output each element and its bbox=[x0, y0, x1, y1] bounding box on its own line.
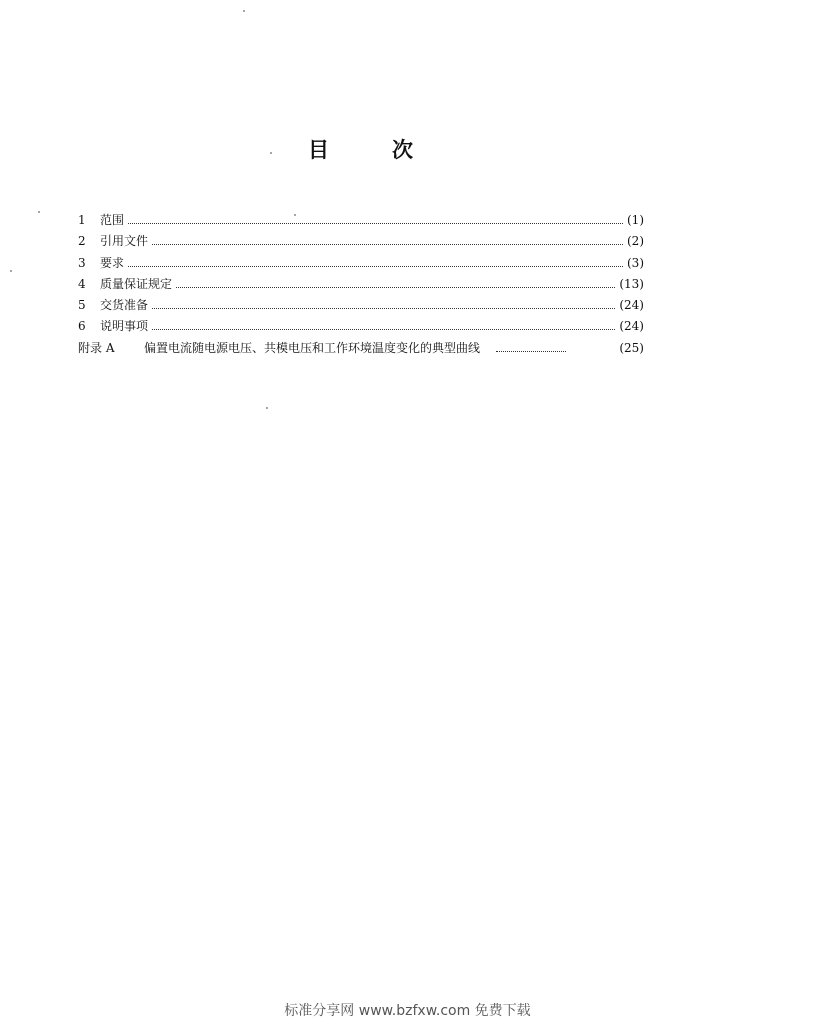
toc-entry-number: 2 bbox=[78, 234, 86, 249]
toc-entry[interactable] bbox=[78, 275, 644, 296]
toc-appendix-label: 偏置电流随电源电压、共模电压和工作环境温度变化的典型曲线 bbox=[144, 340, 481, 355]
footer-watermark: 标准分享网 www.bzfxw.com 免费下载 bbox=[284, 1003, 531, 1019]
toc-entry-number: 3 bbox=[78, 255, 86, 270]
toc-entry[interactable] bbox=[78, 317, 644, 338]
scan-speck bbox=[38, 211, 40, 213]
toc-leader-dots bbox=[176, 287, 615, 288]
toc-entry-number: 4 bbox=[78, 276, 86, 291]
toc-entry-page: (3) bbox=[627, 255, 644, 270]
scan-speck bbox=[294, 214, 296, 216]
page-title-part1: 目 bbox=[308, 137, 331, 162]
page-title-part2: 次 bbox=[392, 137, 415, 162]
toc-leader-dots bbox=[152, 308, 615, 309]
toc-entry-page: (24) bbox=[619, 319, 644, 334]
scan-speck bbox=[270, 152, 272, 154]
toc-leader-dots bbox=[128, 266, 623, 267]
toc-entry-page: (1) bbox=[627, 213, 644, 227]
toc-entry[interactable] bbox=[78, 296, 644, 317]
scan-speck bbox=[243, 10, 245, 12]
toc-entry-page: (2) bbox=[627, 234, 644, 249]
toc-entry-number: 5 bbox=[78, 298, 86, 313]
toc-entry-label: 质量保证规定 bbox=[100, 276, 173, 291]
toc-entry-appendix[interactable] bbox=[78, 339, 644, 360]
toc-appendix-number: 附录 A bbox=[78, 340, 115, 355]
toc-leader-dots bbox=[152, 329, 615, 330]
scan-speck bbox=[266, 407, 268, 409]
toc-entry-label: 说明事项 bbox=[100, 319, 149, 334]
toc-entry-label: 交货准备 bbox=[100, 298, 149, 313]
toc-entry-number: 1 bbox=[78, 213, 86, 227]
toc-leader-dots bbox=[128, 223, 623, 224]
toc-entry-number: 6 bbox=[78, 319, 86, 334]
table-of-contents bbox=[78, 211, 644, 360]
toc-entry-label: 要求 bbox=[100, 255, 125, 270]
toc-entry[interactable] bbox=[78, 211, 644, 232]
scan-speck bbox=[10, 270, 12, 272]
toc-entry-label: 引用文件 bbox=[100, 234, 149, 249]
toc-appendix-page: (25) bbox=[619, 340, 644, 355]
toc-entry-page: (24) bbox=[619, 298, 644, 313]
toc-leader-dots bbox=[152, 244, 623, 245]
toc-leader-dots bbox=[496, 351, 566, 352]
toc-entry[interactable] bbox=[78, 232, 644, 253]
toc-entry-label: 范围 bbox=[100, 213, 125, 227]
toc-entry[interactable] bbox=[78, 254, 644, 275]
toc-entry-page: (13) bbox=[619, 276, 644, 291]
